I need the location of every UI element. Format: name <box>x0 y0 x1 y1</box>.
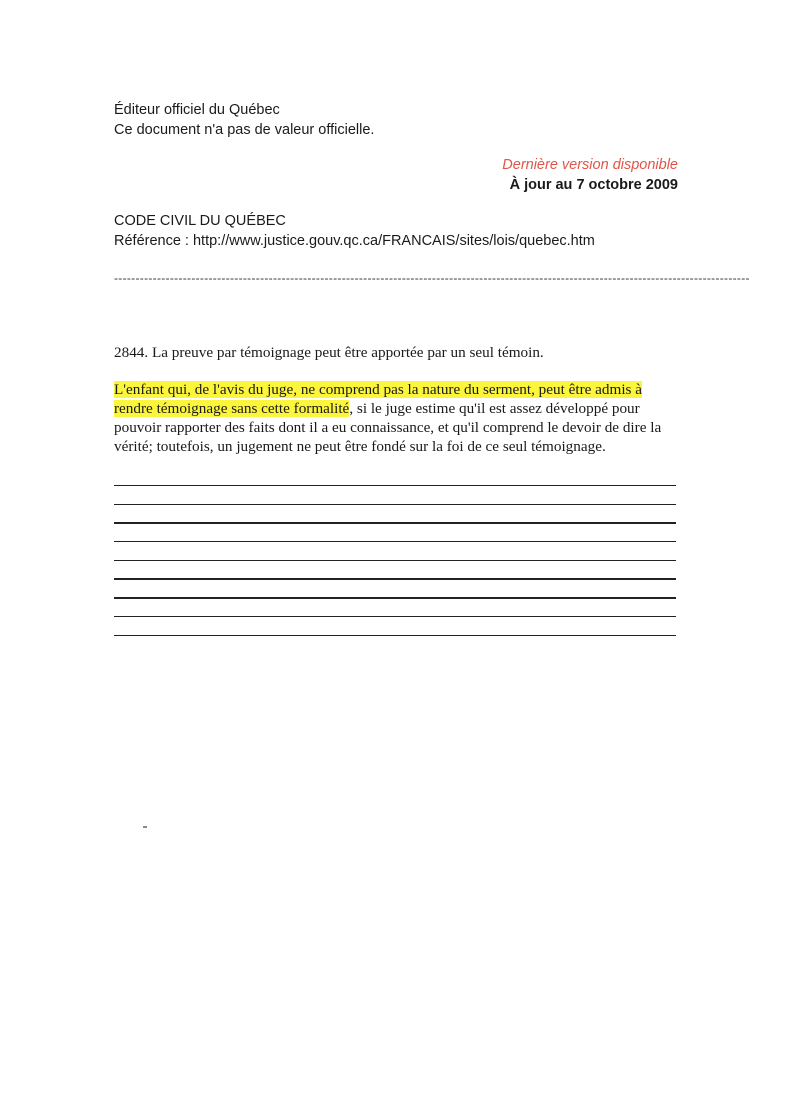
latest-version-label: Dernière version disponible <box>502 157 678 173</box>
writing-lines <box>114 485 676 653</box>
writing-line <box>114 560 676 561</box>
writing-line <box>114 504 676 505</box>
code-reference: Référence : http://www.justice.gouv.qc.ca/FRANCAIS/sites/lois/quebec.htm <box>114 233 595 249</box>
publisher-line: Éditeur officiel du Québec <box>114 102 280 118</box>
writing-line <box>114 578 676 579</box>
update-date-label: À jour au 7 octobre 2009 <box>509 177 678 193</box>
writing-line <box>114 616 676 617</box>
article-text <box>114 343 680 456</box>
paragraph-2-continuation: , si le juge estime qu'il est assez développé pour pouvoir rapporter des faits dont il a eu connaissance, et qu'il comprend le devoir de dire la vérité; toutefois, un jugement ne peut être fondé sur la foi de ce seul témoignage. <box>114 400 662 455</box>
writing-line <box>114 485 676 486</box>
scan-speck <box>143 826 147 828</box>
dashed-separator: ---------------------------------------------------------------------------------------------------------------------------------------------------- <box>114 271 750 285</box>
version-block <box>502 155 678 195</box>
writing-line <box>114 522 676 523</box>
writing-line <box>114 635 676 636</box>
disclaimer-line: Ce document n'a pas de valeur officielle. <box>114 122 375 138</box>
code-title: CODE CIVIL DU QUÉBEC <box>114 213 286 229</box>
writing-line <box>114 541 676 542</box>
code-block <box>114 211 595 251</box>
article-paragraph-2 <box>114 380 680 456</box>
article-paragraph-1: 2844. La preuve par témoignage peut être apportée par un seul témoin. <box>114 344 544 361</box>
highlighted-passage: L'enfant qui, de l'avis du juge, ne comprend pas la nature du serment, peut être admis à rendre témoignage sans cette formalité <box>114 381 643 417</box>
publisher-block <box>114 100 374 140</box>
writing-line <box>114 597 676 598</box>
